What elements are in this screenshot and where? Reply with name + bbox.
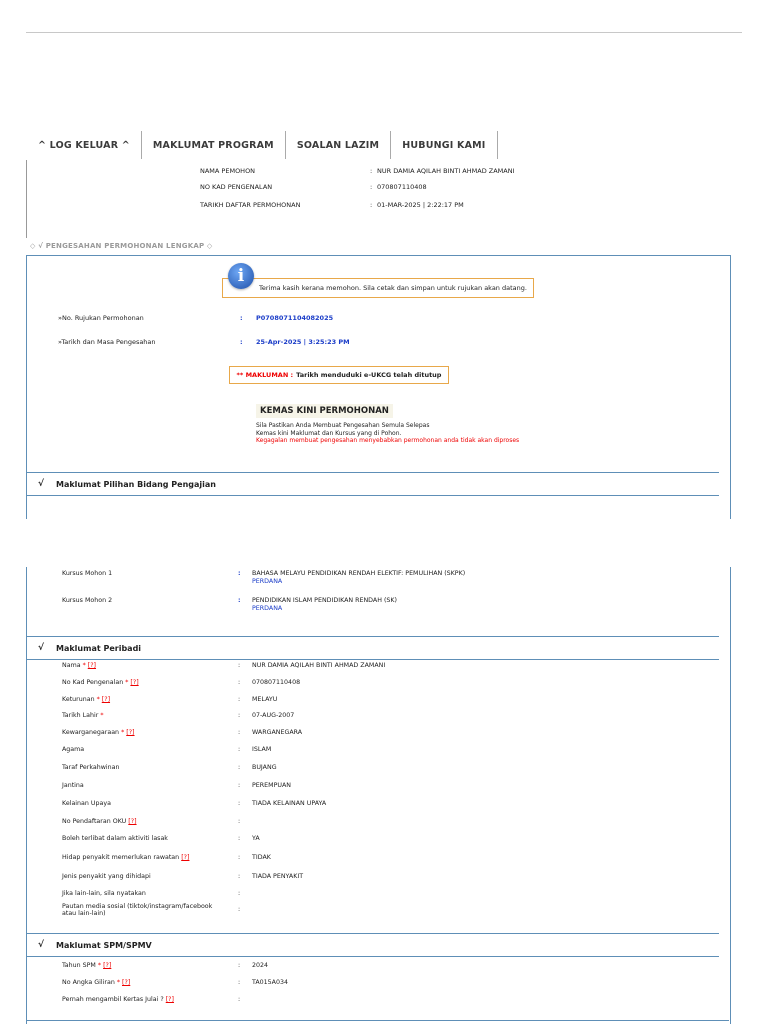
field-label	[62, 800, 111, 807]
section-spm-header	[26, 933, 719, 957]
applicant-ic-label: NO KAD PENGENALAN	[200, 183, 273, 191]
field-value: BUJANG	[252, 764, 277, 771]
help-link[interactable]: [?]	[103, 962, 112, 969]
field-label-text: Pernah mengambil Kertas Julai ?	[62, 996, 164, 1003]
required-marker: *	[82, 662, 86, 669]
colon: :	[238, 597, 241, 604]
colon: :	[238, 854, 241, 861]
field-value: ISLAM	[252, 746, 272, 753]
update-warning: Kegagalan membuat pengesahan menyebabkan permohonan anda tidak akan diproses	[256, 437, 520, 444]
applicant-date-label: TARIKH DAFTAR PERMOHONAN	[200, 201, 301, 209]
field-label	[62, 746, 84, 753]
field-label-text: Tarikh Lahir	[62, 712, 99, 719]
colon: :	[238, 696, 241, 703]
reference-label: »No. Rujukan Permohonan	[58, 314, 144, 322]
colon: :	[238, 764, 241, 771]
section-bidang-title: Maklumat Pilihan Bidang Pengajian	[56, 479, 216, 489]
left-border	[26, 160, 27, 238]
field-value: 070807110408	[252, 679, 301, 686]
required-marker: *	[116, 979, 120, 986]
colon: :	[238, 679, 241, 686]
applicant-name-label: NAMA PEMOHON	[200, 167, 256, 175]
field-label-text: Kelainan Upaya	[62, 800, 111, 807]
field-value: 07-AUG-2007	[252, 712, 295, 719]
makluman-prefix: ** MAKLUMAN :	[236, 371, 294, 379]
field-label	[62, 696, 110, 703]
required-marker: *	[125, 679, 129, 686]
field-label-text: Taraf Perkahwinan	[62, 764, 120, 771]
field-value: NUR DAMIA AQILAH BINTI AHMAD ZAMANI	[252, 662, 386, 669]
course-value: PENDIDIKAN ISLAM PENDIDIKAN RENDAH (SK)	[252, 597, 398, 604]
field-label-text-2: atau lain-lain)	[62, 910, 106, 917]
field-label-text: Agama	[62, 746, 85, 753]
field-value: MELAYU	[252, 696, 278, 703]
colon: :	[238, 818, 241, 825]
field-label-text: Keturunan	[62, 696, 95, 703]
section-peribadi-header	[26, 636, 719, 660]
makluman-notice	[229, 366, 449, 384]
field-label	[62, 679, 139, 686]
field-label	[62, 979, 130, 986]
field-value: 2024	[252, 962, 269, 969]
update-instructions	[256, 422, 519, 445]
help-link[interactable]: [?]	[126, 729, 135, 736]
help-link[interactable]: [?]	[87, 662, 97, 669]
help-link[interactable]: [?]	[128, 818, 137, 825]
applicant-date: 01-MAR-2025 | 2:22:17 PM	[377, 201, 464, 209]
field-label	[62, 835, 168, 842]
section-bidang-header	[26, 472, 719, 496]
field-value: TA015A034	[252, 979, 289, 986]
bottom-divider	[26, 1020, 729, 1021]
course-value: BAHASA MELAYU PENDIDIKAN RENDAH ELEKTIF: PEMULIHAN (SKPK)	[252, 570, 466, 577]
course-label: Kursus Mohon 1	[62, 570, 113, 577]
field-label-text: No Angka Giliran	[62, 979, 115, 986]
field-label	[62, 873, 151, 880]
confirm-time-label: »Tarikh dan Masa Pengesahan	[58, 338, 156, 346]
update-line-2: Kemas kini Maklumat dan Kursus yang di Pohon.	[256, 429, 402, 437]
field-value: YA	[252, 835, 260, 842]
field-value: TIDAK	[252, 854, 271, 861]
makluman-text: Tarikh menduduki e-UKCG telah ditutup	[296, 371, 442, 379]
field-label	[62, 712, 104, 719]
section-peribadi-title: Maklumat Peribadi	[56, 643, 142, 653]
colon: :	[238, 979, 241, 986]
field-label	[62, 662, 96, 669]
field-label-text: Jenis penyakit yang dihidapi	[62, 873, 151, 880]
nav-logout[interactable]: ^ LOG KELUAR ^	[30, 131, 142, 159]
colon: :	[238, 800, 241, 807]
check-icon: √	[37, 940, 44, 950]
colon: :	[238, 662, 241, 669]
thank-you-notice: Terima kasih kerana memohon. Sila cetak dan simpan untuk rujukan akan datang.	[222, 278, 534, 298]
nav-program-info[interactable]: MAKLUMAT PROGRAM	[142, 131, 286, 159]
nav-faq[interactable]: SOALAN LAZIM	[286, 131, 391, 159]
field-value: TIADA KELAINAN UPAYA	[252, 800, 327, 807]
colon: :	[238, 570, 241, 577]
field-value: PEREMPUAN	[252, 782, 291, 789]
reference-number: P0708071104082025	[256, 314, 334, 322]
help-link[interactable]: [?]	[181, 854, 190, 861]
field-label	[62, 818, 137, 825]
main-nav	[30, 131, 498, 159]
course-type: PERDANA	[252, 578, 283, 585]
field-label-text: Nama	[62, 662, 81, 669]
colon: :	[238, 906, 241, 913]
course-type: PERDANA	[252, 605, 283, 612]
section-spm-title: Maklumat SPM/SPMV	[56, 940, 152, 950]
colon: :	[238, 873, 241, 880]
field-label-text: No Kad Pengenalan	[62, 679, 124, 686]
field-label	[62, 890, 146, 897]
colon: :	[370, 201, 373, 209]
field-label-text: Tahun SPM	[62, 962, 96, 969]
applicant-ic: 070807110408	[377, 183, 427, 191]
field-label	[62, 729, 135, 736]
field-label	[62, 854, 189, 861]
update-application-link[interactable]: KEMAS KINI PERMOHONAN	[256, 404, 393, 418]
check-icon: √	[37, 643, 44, 653]
required-marker: *	[121, 729, 125, 736]
colon: :	[238, 782, 241, 789]
update-line-1: Sila Pastikan Anda Membuat Pengesahan Semula Selepas	[256, 422, 430, 429]
nav-contact[interactable]: HUBUNGI KAMI	[391, 131, 497, 159]
colon: :	[238, 746, 241, 753]
help-link[interactable]: [?]	[122, 979, 131, 986]
colon: :	[240, 338, 243, 346]
help-link[interactable]: [?]	[165, 996, 174, 1003]
colon: :	[370, 183, 373, 191]
field-label	[62, 903, 212, 917]
field-label	[62, 782, 84, 789]
field-label-text: Jika lain-lain, sila nyatakan	[62, 890, 146, 897]
field-label-text: No Pendaftaran OKU	[62, 818, 127, 825]
required-marker: *	[97, 962, 102, 969]
info-icon: i	[228, 263, 254, 289]
applicant-name: NUR DAMIA AQILAH BINTI AHMAD ZAMANI	[377, 167, 515, 175]
help-link[interactable]: [?]	[101, 696, 111, 703]
colon: :	[238, 835, 241, 842]
colon: :	[238, 996, 241, 1003]
confirmation-heading: ◇ √ PENGESAHAN PERMOHONAN LENGKAP ◇	[30, 242, 213, 250]
field-label	[62, 764, 120, 771]
required-marker: *	[100, 712, 104, 719]
check-icon: √	[37, 479, 44, 489]
colon: :	[240, 314, 243, 322]
colon: :	[238, 712, 241, 719]
colon: :	[238, 962, 241, 969]
confirm-time: 25-Apr-2025 | 3:25:23 PM	[256, 338, 350, 346]
field-value: WARGANEGARA	[252, 729, 303, 736]
help-link[interactable]: [?]	[130, 679, 139, 686]
field-value: TIADA PENYAKIT	[252, 873, 304, 880]
field-label-text: Pautan media sosial (tiktok/instagram/facebook	[62, 903, 213, 910]
required-marker: *	[96, 696, 100, 703]
field-label	[62, 996, 174, 1003]
field-label-text: Kewarganegaraan	[62, 729, 120, 736]
course-label: Kursus Mohon 2	[62, 597, 113, 604]
top-divider	[26, 32, 742, 33]
field-label-text: Boleh terlibat dalam aktiviti lasak	[62, 835, 168, 842]
field-label-text: Hidap penyakit memerlukan rawatan	[62, 854, 180, 861]
colon: :	[370, 167, 373, 175]
colon: :	[238, 890, 241, 897]
field-label-text: Jantina	[62, 782, 84, 789]
colon: :	[238, 729, 241, 736]
field-label	[62, 962, 111, 969]
